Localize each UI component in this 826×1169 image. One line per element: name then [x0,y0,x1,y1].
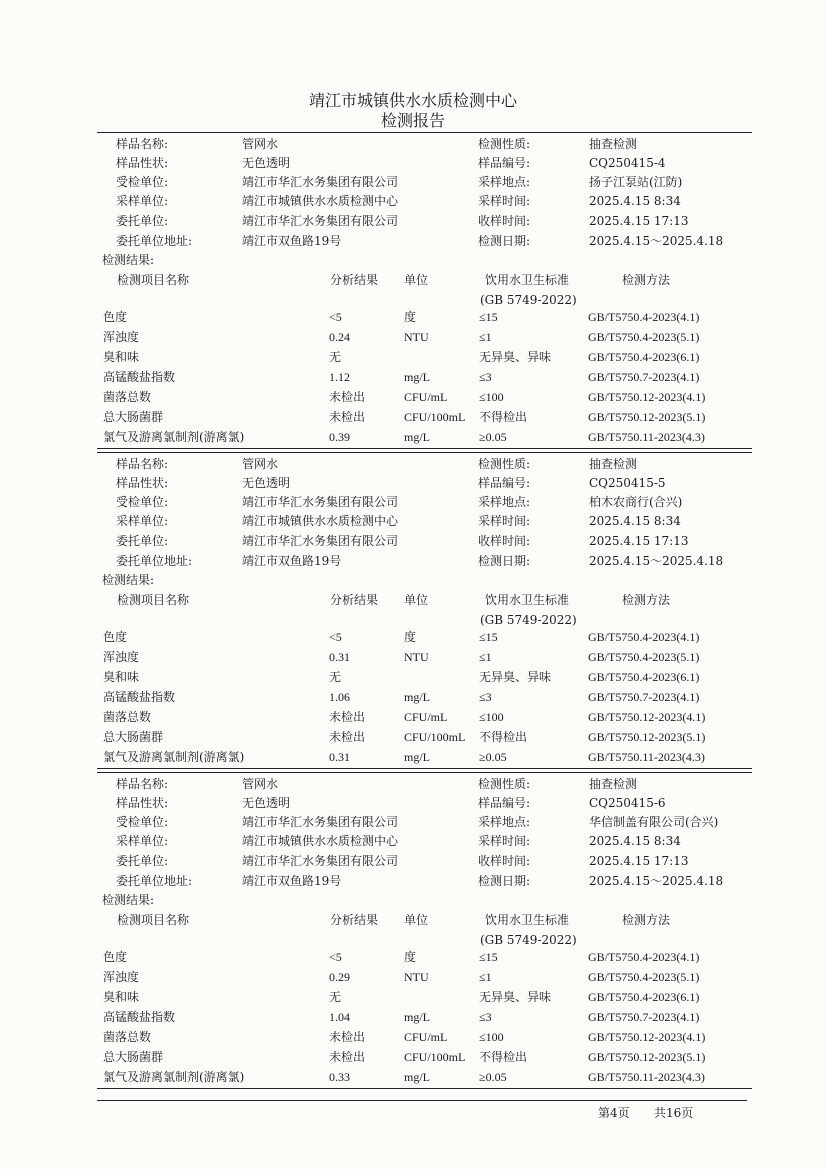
col-header-result: 分析结果 [330,913,379,927]
table-row-method: GB/T5750.7-2023(4.1) [588,1010,700,1024]
value-client-address: 靖江市双鱼路19号 [242,234,342,248]
label-receiving-unit: 受检单位: [116,175,169,189]
table-row-standard: ≤100 [479,710,504,724]
table-row-method: GB/T5750.12-2023(5.1) [588,730,706,744]
table-row-unit: CFU/mL [404,710,448,724]
table-row-result: 无 [329,990,342,1004]
value-sample-name: 管网水 [242,777,279,791]
table-row-standard: ≤1 [479,330,492,344]
label-sampling-unit: 采样单位: [116,194,169,208]
table-row-item: 色度 [103,630,128,644]
table-row-result: 0.31 [329,750,350,764]
table-row-unit: CFU/100mL [404,410,466,424]
table-row-result: 未检出 [329,390,366,404]
label-client-address: 委托单位地址: [116,554,193,568]
table-row-unit: 度 [404,950,417,964]
table-row-method: GB/T5750.11-2023(4.3) [588,750,705,764]
label-client-address: 委托单位地址: [116,874,193,888]
table-row-item: 菌落总数 [103,390,152,404]
table-row-item: 菌落总数 [103,1030,152,1044]
label-receiving-unit: 受检单位: [116,495,169,509]
label-sample-state: 样品性状: [116,156,169,170]
col-header-unit: 单位 [404,273,429,287]
col-header-unit: 单位 [404,913,429,927]
label-receiving-unit: 受检单位: [116,815,169,829]
table-row-item: 菌落总数 [103,710,152,724]
value-sample-name: 管网水 [242,137,279,151]
table-row-method: GB/T5750.4-2023(4.1) [588,950,700,964]
page-total: 共16页 [654,1106,694,1120]
table-row-method: GB/T5750.12-2023(4.1) [588,1030,706,1044]
col-header-result: 分析结果 [330,593,379,607]
label-sampling-time: 采样时间: [478,194,531,208]
table-row-unit: 度 [404,630,417,644]
col-header-item: 检测项目名称 [117,273,190,287]
table-row-method: GB/T5750.4-2023(5.1) [588,970,700,984]
label-test-nature: 检测性质: [478,777,531,791]
label-test-nature: 检测性质: [478,137,531,151]
table-row-result: 未检出 [329,1050,366,1064]
label-sampling-site: 采样地点: [478,495,531,509]
value-sample-no: CQ250415-5 [589,476,666,490]
table-row-standard: 不得检出 [479,1050,528,1064]
table-row-standard: ≤3 [479,690,492,704]
table-row-result: 未检出 [329,710,366,724]
col-header-method: 检测方法 [622,593,671,607]
table-row-unit: mg/L [404,430,430,444]
col-header-standard: 饮用水卫生标准 [485,273,570,287]
table-row-unit: CFU/mL [404,1030,448,1044]
value-sampling-time: 2025.4.15 8:34 [589,834,681,848]
label-sample-no: 样品编号: [478,476,531,490]
value-test-nature: 抽查检测 [589,457,638,471]
col-header-method: 检测方法 [622,913,671,927]
label-test-date: 检测日期: [478,874,531,888]
value-client-address: 靖江市双鱼路19号 [242,874,342,888]
table-row-method: GB/T5750.7-2023(4.1) [588,370,700,384]
table-row-standard: ≤100 [479,1030,504,1044]
label-sampling-site: 采样地点: [478,175,531,189]
table-row-item: 总大肠菌群 [103,410,164,424]
results-heading: 检测结果: [102,573,155,587]
value-sampling-unit: 靖江市城镇供水水质检测中心 [242,514,399,528]
table-row-standard: 不得检出 [479,730,528,744]
label-sample-name: 样品名称: [116,777,169,791]
label-receive-time: 收样时间: [478,854,531,868]
label-sample-name: 样品名称: [116,137,169,151]
label-receive-time: 收样时间: [478,214,531,228]
table-row-result: 1.06 [329,690,350,704]
table-row-item: 氯气及游离氯制剂(游离氯) [103,1070,245,1084]
table-row-result: 1.04 [329,1010,350,1024]
section-bottom-rule [97,768,752,769]
value-receive-time: 2025.4.15 17:13 [589,214,689,228]
value-sample-no: CQ250415-4 [589,156,666,170]
table-row-standard: ≤3 [479,370,492,384]
value-sample-state: 无色透明 [242,476,291,490]
value-test-date: 2025.4.15～2025.4.18 [589,554,724,568]
table-row-item: 高锰酸盐指数 [103,1010,176,1024]
label-client-unit: 委托单位: [116,854,169,868]
value-receiving-unit: 靖江市华汇水务集团有限公司 [242,495,399,509]
col-header-item: 检测项目名称 [117,593,190,607]
table-row-standard: ≤1 [479,650,492,664]
value-test-nature: 抽查检测 [589,137,638,151]
value-sample-state: 无色透明 [242,156,291,170]
table-row-standard: 无异臭、异味 [479,990,552,1004]
table-row-unit: mg/L [404,690,430,704]
value-test-date: 2025.4.15～2025.4.18 [589,234,724,248]
table-row-item: 氯气及游离氯制剂(游离氯) [103,750,245,764]
label-sampling-site: 采样地点: [478,815,531,829]
table-row-result: 未检出 [329,730,366,744]
table-row-standard: ≤3 [479,1010,492,1024]
value-receive-time: 2025.4.15 17:13 [589,534,689,548]
label-test-date: 检测日期: [478,554,531,568]
table-row-standard: ≥0.05 [479,1070,507,1084]
table-row-unit: mg/L [404,1070,430,1084]
label-sample-no: 样品编号: [478,796,531,810]
table-row-result: 未检出 [329,1030,366,1044]
table-row-standard: ≥0.05 [479,430,507,444]
table-row-method: GB/T5750.4-2023(6.1) [588,670,700,684]
col-header-standard-code: (GB 5749-2022) [480,933,577,947]
table-row-method: GB/T5750.4-2023(6.1) [588,990,700,1004]
table-row-method: GB/T5750.11-2023(4.3) [588,430,705,444]
table-row-method: GB/T5750.4-2023(5.1) [588,650,700,664]
table-row-unit: CFU/100mL [404,730,466,744]
value-sample-name: 管网水 [242,457,279,471]
table-row-item: 总大肠菌群 [103,1050,164,1064]
results-heading: 检测结果: [102,253,155,267]
value-sampling-time: 2025.4.15 8:34 [589,514,681,528]
value-receiving-unit: 靖江市华汇水务集团有限公司 [242,175,399,189]
table-row-standard: ≤15 [479,950,498,964]
label-sample-name: 样品名称: [116,457,169,471]
label-client-address: 委托单位地址: [116,234,193,248]
value-sample-state: 无色透明 [242,796,291,810]
col-header-standard: 饮用水卫生标准 [485,593,570,607]
table-row-unit: mg/L [404,750,430,764]
value-sampling-site: 柏木农商行(合兴) [589,495,683,509]
label-client-unit: 委托单位: [116,214,169,228]
value-receiving-unit: 靖江市华汇水务集团有限公司 [242,815,399,829]
table-row-result: 未检出 [329,410,366,424]
table-row-item: 氯气及游离氯制剂(游离氯) [103,430,245,444]
value-sampling-site: 扬子江泵站(江防) [589,175,683,189]
table-row-method: GB/T5750.11-2023(4.3) [588,1070,705,1084]
table-row-result: 0.33 [329,1070,350,1084]
table-row-result: <5 [329,950,342,964]
table-row-unit: CFU/100mL [404,1050,466,1064]
value-test-nature: 抽查检测 [589,777,638,791]
org-title: 靖江市城镇供水水质检测中心 [308,91,517,110]
table-row-unit: NTU [404,650,429,664]
table-row-standard: ≤15 [479,630,498,644]
table-row-unit: NTU [404,970,429,984]
table-row-item: 臭和味 [103,350,140,364]
value-client-unit: 靖江市华汇水务集团有限公司 [242,214,399,228]
table-row-item: 高锰酸盐指数 [103,690,176,704]
section-rule [97,132,752,133]
table-row-result: 0.39 [329,430,350,444]
results-heading: 检测结果: [102,893,155,907]
table-row-item: 色度 [103,310,128,324]
value-sampling-site: 华信制盖有限公司(合兴) [589,815,719,829]
col-header-method: 检测方法 [622,273,671,287]
table-row-standard: ≤15 [479,310,498,324]
table-row-method: GB/T5750.4-2023(6.1) [588,350,700,364]
table-row-item: 浑浊度 [103,970,140,984]
label-test-nature: 检测性质: [478,457,531,471]
table-row-standard: 无异臭、异味 [479,670,552,684]
value-sampling-time: 2025.4.15 8:34 [589,194,681,208]
col-header-result: 分析结果 [330,273,379,287]
table-row-item: 浑浊度 [103,330,140,344]
table-row-result: <5 [329,310,342,324]
value-receive-time: 2025.4.15 17:13 [589,854,689,868]
table-row-method: GB/T5750.12-2023(5.1) [588,1050,706,1064]
table-row-standard: 不得检出 [479,410,528,424]
table-row-method: GB/T5750.12-2023(4.1) [588,710,706,724]
value-sampling-unit: 靖江市城镇供水水质检测中心 [242,834,399,848]
table-row-standard: 无异臭、异味 [479,350,552,364]
col-header-standard-code: (GB 5749-2022) [480,613,577,627]
table-row-unit: 度 [404,310,417,324]
table-row-method: GB/T5750.4-2023(4.1) [588,630,700,644]
table-row-item: 高锰酸盐指数 [103,370,176,384]
footer-rule [97,1100,747,1101]
table-row-result: 无 [329,670,342,684]
value-client-address: 靖江市双鱼路19号 [242,554,342,568]
table-row-item: 总大肠菌群 [103,730,164,744]
table-row-result: 0.24 [329,330,350,344]
table-row-method: GB/T5750.7-2023(4.1) [588,690,700,704]
label-sampling-time: 采样时间: [478,834,531,848]
table-row-unit: CFU/mL [404,390,448,404]
value-sampling-unit: 靖江市城镇供水水质检测中心 [242,194,399,208]
table-row-result: 无 [329,350,342,364]
table-row-unit: mg/L [404,370,430,384]
col-header-unit: 单位 [404,593,429,607]
table-row-item: 浑浊度 [103,650,140,664]
table-row-standard: ≤100 [479,390,504,404]
label-sampling-unit: 采样单位: [116,834,169,848]
section-rule [97,452,752,453]
table-row-item: 臭和味 [103,670,140,684]
label-client-unit: 委托单位: [116,534,169,548]
report-title: 检测报告 [380,111,445,130]
value-client-unit: 靖江市华汇水务集团有限公司 [242,854,399,868]
table-row-unit: mg/L [404,1010,430,1024]
table-row-standard: ≤1 [479,970,492,984]
table-row-result: 0.31 [329,650,350,664]
label-sample-no: 样品编号: [478,156,531,170]
value-sample-no: CQ250415-6 [589,796,666,810]
col-header-standard-code: (GB 5749-2022) [480,293,577,307]
label-sampling-unit: 采样单位: [116,514,169,528]
col-header-item: 检测项目名称 [117,913,190,927]
label-sample-state: 样品性状: [116,476,169,490]
table-row-result: 0.29 [329,970,350,984]
section-rule [97,772,752,773]
table-row-result: <5 [329,630,342,644]
page-number: 第4页 [598,1106,630,1120]
table-row-item: 色度 [103,950,128,964]
table-row-result: 1.12 [329,370,350,384]
table-row-unit: NTU [404,330,429,344]
section-bottom-rule [97,1088,752,1089]
section-bottom-rule [97,448,752,449]
value-client-unit: 靖江市华汇水务集团有限公司 [242,534,399,548]
value-test-date: 2025.4.15～2025.4.18 [589,874,724,888]
table-row-method: GB/T5750.4-2023(5.1) [588,330,700,344]
table-row-standard: ≥0.05 [479,750,507,764]
table-row-method: GB/T5750.12-2023(4.1) [588,390,706,404]
label-receive-time: 收样时间: [478,534,531,548]
label-sample-state: 样品性状: [116,796,169,810]
col-header-standard: 饮用水卫生标准 [485,913,570,927]
table-row-method: GB/T5750.12-2023(5.1) [588,410,706,424]
table-row-method: GB/T5750.4-2023(4.1) [588,310,700,324]
label-sampling-time: 采样时间: [478,514,531,528]
label-test-date: 检测日期: [478,234,531,248]
table-row-item: 臭和味 [103,990,140,1004]
